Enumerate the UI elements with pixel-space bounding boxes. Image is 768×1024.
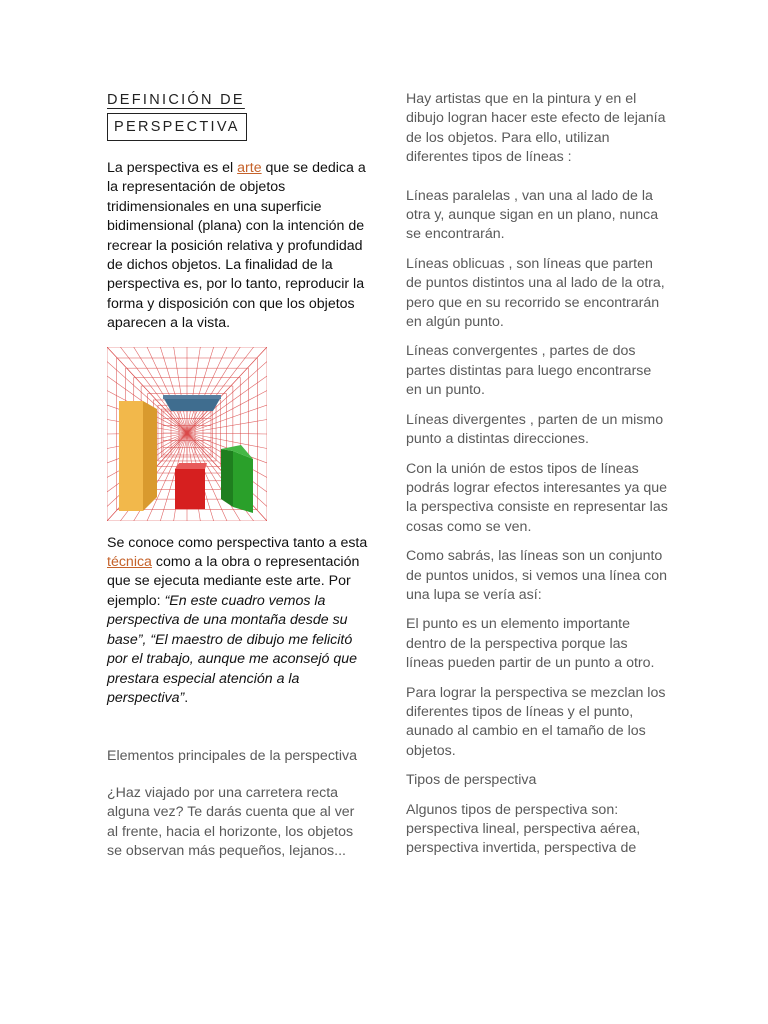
elementos-heading: Elementos principales de la perspectiva <box>107 748 357 765</box>
right-paragraph-2: Líneas paralelas , van una al lado de la otra y, aunque sigan en un plano, nunca se encontrarán. <box>406 187 659 243</box>
title-line-2: PERSPECTIVA <box>114 119 240 135</box>
perspective-grid-svg <box>107 347 267 521</box>
conoce-text-start: Se conoce como perspectiva tanto a esta <box>107 534 368 551</box>
conoce-text-end: . <box>184 689 189 706</box>
yellow-box-front <box>119 401 143 511</box>
intro-text-end: que se dedica a la representación de objetos tridimensionales en una superficie bidimensional (plana) con la intención de recrear la posición relativa y profundidad de dichos objetos. La finalidad de la perspectiva es, por lo tanto, reproducir la forma y disposición con que los objetos aparecen a la vista. <box>107 160 366 332</box>
conoce-quote: “En este cuadro vemos la perspectiva de una montaña desde su base”, “El maestro de dibujo me felicitó por el trabajo, aunque me aconsejó que prestara especial atención a la perspectiva” <box>107 592 358 706</box>
right-paragraph-3: Líneas oblicuas , son líneas que parten de puntos distintos una al lado de la otra, pero que en su recorrido se encontrarán en algún punto. <box>406 255 665 331</box>
haz-paragraph: ¿Haz viajado por una carretera recta alguna vez? Te darás cuenta que al ver al frente, hacia el horizonte, los objetos se observan más pequeños, lejanos... <box>107 784 355 859</box>
blue-box-front <box>163 397 221 411</box>
right-paragraph-4: Líneas convergentes , partes de dos partes distintas para luego encontrarse en un punto. <box>406 343 652 399</box>
perspective-illustration <box>107 347 267 521</box>
right-paragraph-8: El punto es un elemento importante dentro de la perspectiva porque las líneas pueden partir de un punto a otro. <box>406 616 655 672</box>
title-line-1: DEFINICIÓN DE <box>107 92 245 108</box>
right-paragraph-11: Algunos tipos de perspectiva son: perspectiva lineal, perspectiva aérea, perspectiva invertida, perspectiva de <box>406 801 641 857</box>
yellow-box-side <box>143 401 157 511</box>
tecnica-link[interactable]: técnica <box>107 554 152 571</box>
conoce-text-middle: como a la obra o representación que se ejecuta mediante este arte. Por ejemplo: <box>107 554 360 609</box>
green-box-side <box>221 449 233 507</box>
arte-link[interactable]: arte <box>237 160 262 176</box>
green-box-front <box>233 451 253 513</box>
intro-paragraph <box>107 159 369 334</box>
right-paragraph-7: Como sabrás, las líneas son un conjunto de puntos unidos, si vemos una línea con una lupa se vería así: <box>406 548 668 603</box>
conoce-paragraph <box>107 534 369 709</box>
left-column <box>107 90 369 861</box>
right-paragraph-5: Líneas divergentes , parten de un mismo punto a distintas direcciones. <box>406 411 664 448</box>
blue-box-top <box>163 395 221 399</box>
right-paragraph-6: Con la unión de estos tipos de líneas podrás lograr efectos interesantes ya que la perspectiva consiste en representar las cosas como se ven. <box>406 460 668 535</box>
title-box <box>107 113 247 141</box>
red-box-top <box>175 463 207 469</box>
right-paragraph-1: Hay artistas que en la pintura y en el dibujo logran hacer este efecto de lejanía de los objetos. Para ello, utilizan diferentes tipos de líneas : <box>406 91 666 166</box>
right-column <box>406 90 668 869</box>
right-paragraph-10: Tipos de perspectiva <box>406 772 537 789</box>
intro-text-start: La perspectiva es el <box>107 160 238 176</box>
red-box-front <box>175 469 205 509</box>
right-paragraph-9: Para lograr la perspectiva se mezclan los diferentes tipos de líneas y el punto, aunado al cambio en el tamaño de los objetos. <box>406 684 666 759</box>
